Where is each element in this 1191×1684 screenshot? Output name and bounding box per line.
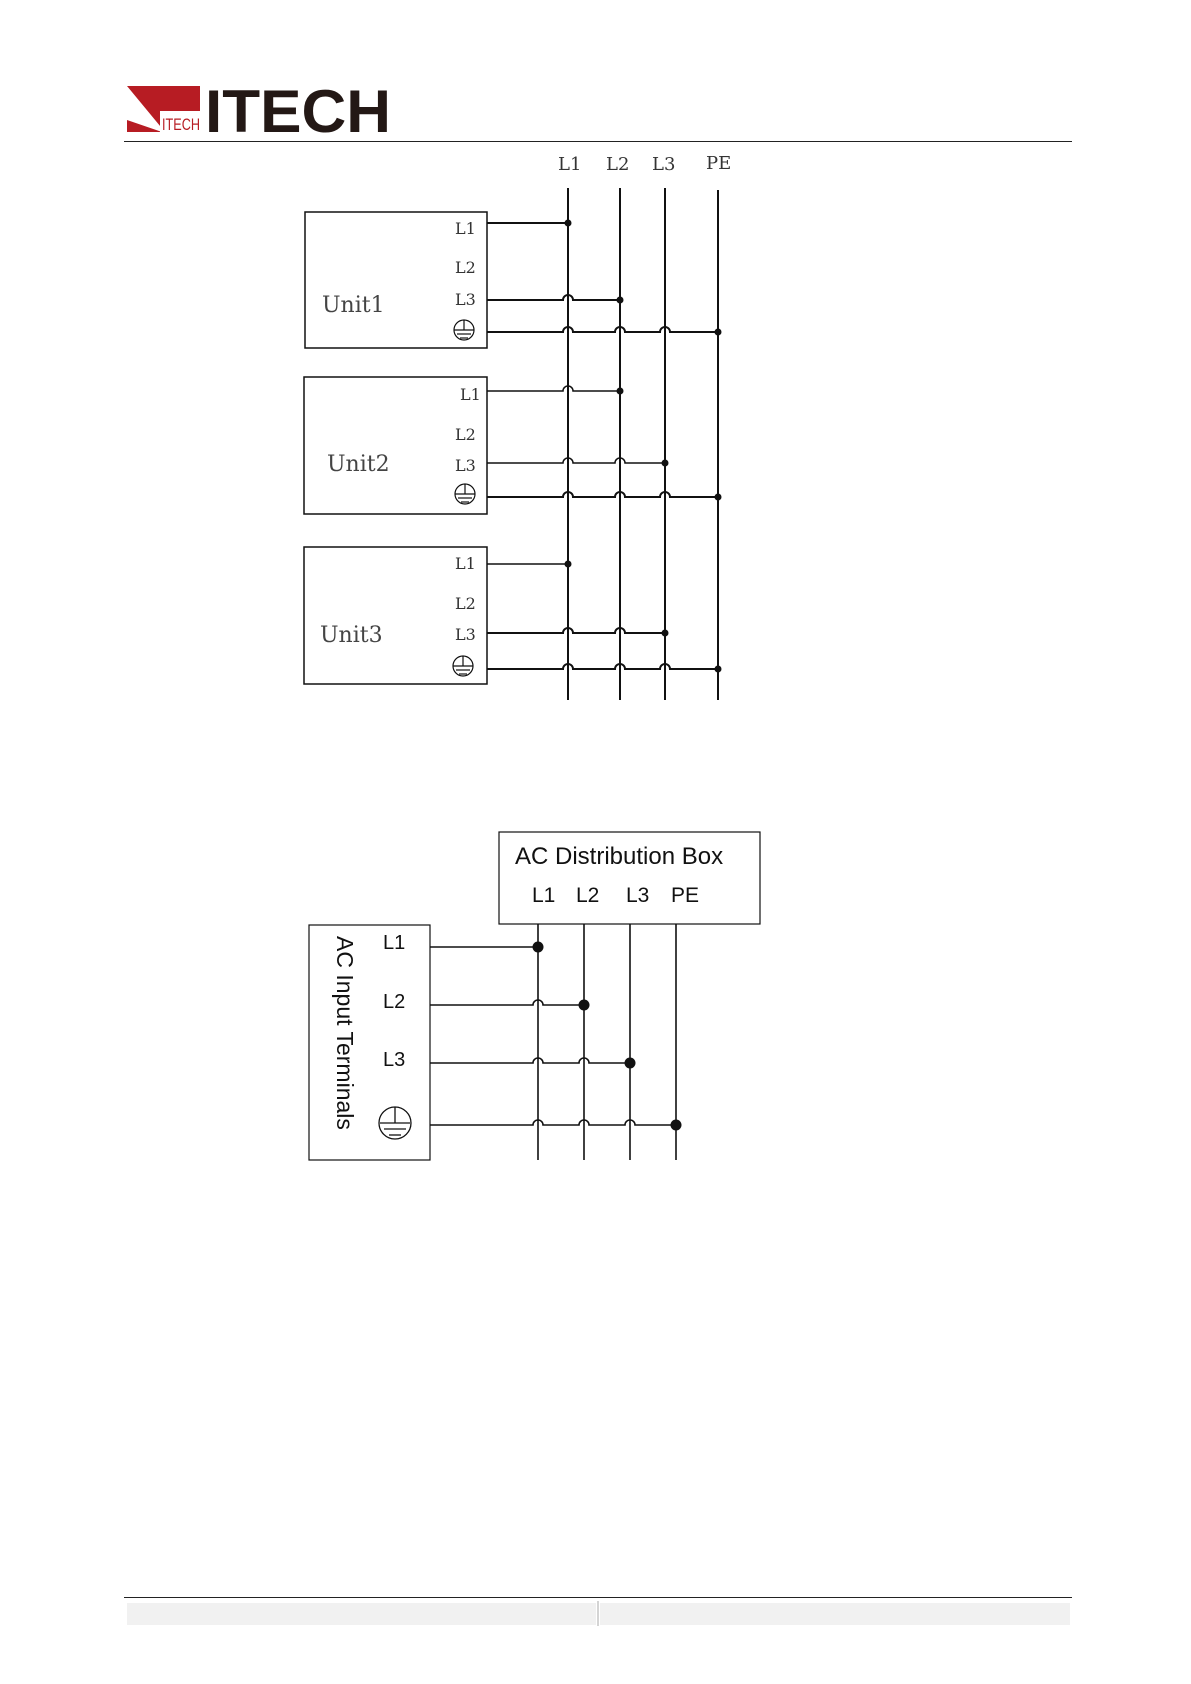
ground-icon <box>454 320 474 340</box>
logo-badge-text: ITECH <box>162 115 200 134</box>
unit3-name: Unit3 <box>320 623 383 648</box>
junction-dot <box>662 630 669 637</box>
input-term-l3: L3 <box>383 1049 406 1071</box>
diagram-ac-input <box>309 832 760 1160</box>
junction-dot <box>671 1120 682 1131</box>
unit1-term-l2: L2 <box>455 258 476 277</box>
unit2-term-l2: L2 <box>455 425 476 444</box>
unit2-term-l3: L3 <box>455 456 476 475</box>
unit2-term-l1: L1 <box>460 385 481 404</box>
junction-dot <box>715 329 722 336</box>
bus-label-l3: L3 <box>652 154 676 175</box>
junction-dot <box>617 297 624 304</box>
brand-logo <box>127 78 391 145</box>
diagram-parallel-units <box>304 153 731 700</box>
ground-icon <box>379 1107 411 1139</box>
unit1-term-l1: L1 <box>455 219 476 238</box>
junction-dot <box>662 460 669 467</box>
unit3-term-l1: L1 <box>455 554 476 573</box>
unit3-term-l3: L3 <box>455 625 476 644</box>
input-term-l2: L2 <box>383 991 406 1013</box>
input-term-l1: L1 <box>383 932 406 954</box>
junction-dot <box>579 1000 590 1011</box>
ground-icon <box>453 656 473 676</box>
unit3-term-l2: L2 <box>455 594 476 613</box>
junction-dot <box>625 1058 636 1069</box>
unit2-name: Unit2 <box>327 452 390 477</box>
box-term-pe: PE <box>671 884 700 907</box>
logo-wordmark: ITECH <box>205 78 391 145</box>
bus-label-pe: PE <box>706 153 732 174</box>
box-term-l1: L1 <box>532 884 556 907</box>
junction-dot <box>565 561 572 568</box>
junction-dot <box>565 220 572 227</box>
junction-dot <box>715 494 722 501</box>
input-terminals-title: AC Input Terminals <box>332 936 358 1130</box>
distribution-box-title: AC Distribution Box <box>515 843 724 870</box>
junction-dot <box>617 388 624 395</box>
unit1-term-l3: L3 <box>455 290 476 309</box>
input-terminals-box <box>309 925 430 1160</box>
bus-label-l2: L2 <box>606 154 630 175</box>
junction-dot <box>715 666 722 673</box>
ground-icon <box>455 484 475 504</box>
box-term-l3: L3 <box>626 884 650 907</box>
box-term-l2: L2 <box>576 884 600 907</box>
bus-label-l1: L1 <box>558 154 582 175</box>
unit1-name: Unit1 <box>322 293 385 318</box>
junction-dot <box>533 942 544 953</box>
